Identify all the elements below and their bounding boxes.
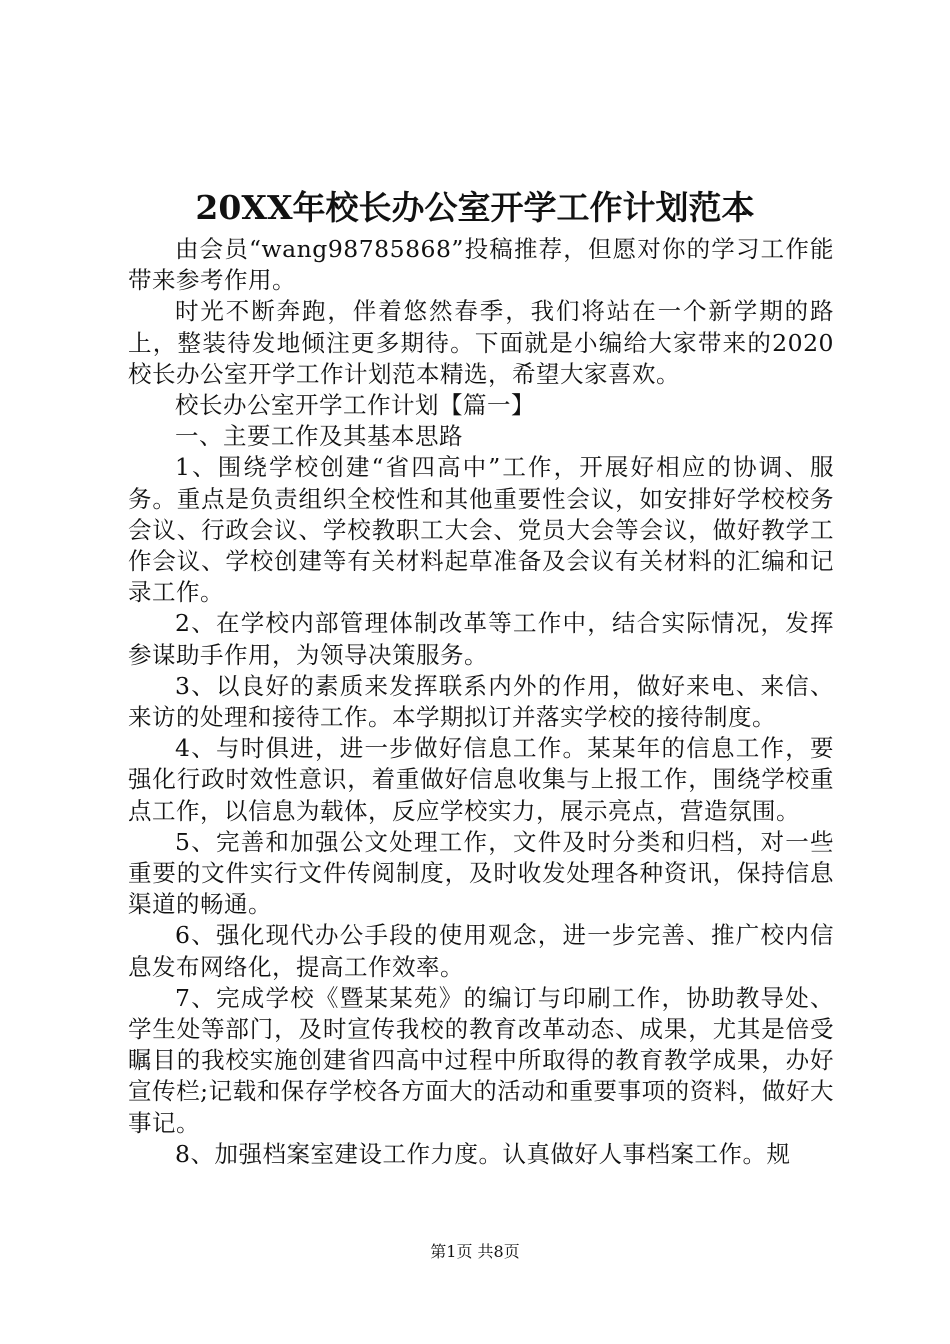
document-title: 20XX年校长办公室开学工作计划范本: [195, 188, 755, 227]
section-heading-part-one: 校长办公室开学工作计划【篇一】: [175, 391, 535, 420]
document-body: [128, 234, 834, 1170]
paragraph-submission-note: 由会员“wang98785868”投稿推荐，但愿对你的学习工作能带来参考作用。: [128, 235, 834, 295]
paragraph-item-2: 2、在学校内部管理体制改革等工作中，结合实际情况，发挥参谋助手作用，为领导决策服务。: [128, 609, 834, 669]
paragraph-item-5: 5、完善和加强公文处理工作，文件及时分类和归档，对一些重要的文件实行文件传阅制度，及时收发处理各种资讯，保持信息渠道的畅通。: [128, 827, 834, 919]
page-footer: 第1页 共8页: [430, 1242, 520, 1261]
paragraph-item-3: 3、以良好的素质来发挥联系内外的作用，做好来电、来信、来访的处理和接待工作。本学期拟订并落实学校的接待制度。: [128, 671, 834, 732]
paragraph-intro: 时光不断奔跑，伴着悠然春季，我们将站在一个新学期的路上，整装待发地倾注更多期待。下面就是小编给大家带来的2020校长办公室开学工作计划范本精选，希望大家喜欢。: [128, 297, 834, 388]
section-heading-main-work: 一、主要工作及其基本思路: [175, 422, 463, 451]
paragraph-item-1: 1、围绕学校创建“省四高中”工作，开展好相应的协调、服务。重点是负责组织全校性和其他重要性会议，如安排好学校校务会议、行政会议、学校教职工大会、党员大会等会议，做好教学工作会议、学校创建等有关材料起草准备及会议有关材料的汇编和记录工作。: [128, 453, 834, 607]
paragraph-item-7: 7、完成学校《暨某某苑》的编订与印刷工作，协助教导处、学生处等部门，及时宣传我校的教育改革动态、成果，尤其是倍受瞩目的我校实施创建省四高中过程中所取得的教育教学成果，办好宣传栏;记载和保存学校各方面大的活动和重要事项的资料，做好大事记。: [128, 983, 834, 1137]
paragraph-item-6: 6、强化现代办公手段的使用观念，进一步完善、推广校内信息发布网络化，提高工作效率。: [128, 921, 834, 981]
paragraph-item-4: 4、与时俱进，进一步做好信息工作。某某年的信息工作，要强化行政时效性意识，着重做好信息收集与上报工作，围绕学校重点工作，以信息为载体，反应学校实力，展示亮点，营造氛围。: [128, 734, 834, 825]
paragraph-item-8: 8、加强档案室建设工作力度。认真做好人事档案工作。规: [175, 1139, 791, 1168]
